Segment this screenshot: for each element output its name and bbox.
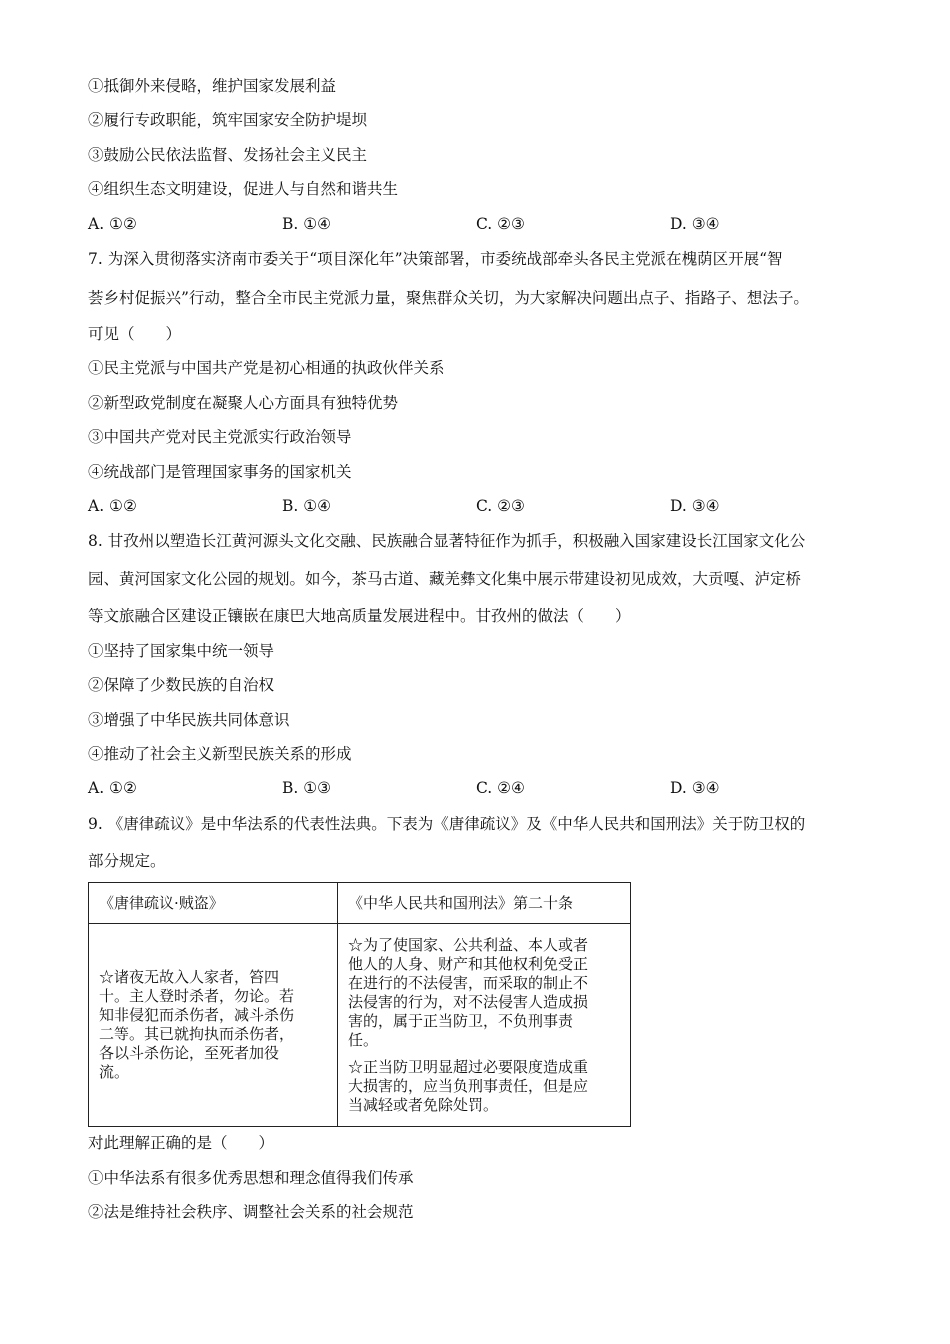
q8-options (88, 778, 848, 798)
q8-option-b[interactable]: B. ①③ (282, 779, 332, 797)
q6-option-d[interactable]: D. ③④ (670, 215, 720, 233)
q7-option-b[interactable]: B. ①④ (282, 497, 332, 515)
q8-item-2: ②保障了少数民族的自治权 (88, 676, 275, 694)
q8-stem-line-1: 8. 甘孜州以塑造长江黄河源头文化交融、民族融合显著特征作为抓手，积极融入国家建设长江国家文化公 (88, 532, 806, 550)
q7-option-c[interactable]: C. ②③ (476, 497, 525, 515)
q6-option-a[interactable]: A. ①② (88, 215, 137, 233)
q7-options (88, 496, 848, 516)
table-cell-criminal-law (338, 924, 631, 1127)
q7-item-2: ②新型政党制度在凝聚人心方面具有独特优势 (88, 394, 399, 412)
q9-item-2: ②法是维持社会秩序、调整社会关系的社会规范 (88, 1203, 414, 1221)
law-comparison-table (88, 882, 631, 1127)
q6-option-c[interactable]: C. ②③ (476, 215, 525, 233)
q8-option-d[interactable]: D. ③④ (670, 779, 720, 797)
q9-stem-line-2: 部分规定。 (88, 852, 166, 870)
q7-item-3: ③中国共产党对民主党派实行政治领导 (88, 428, 352, 446)
criminal-law-para-1: ☆为了使国家、公共利益、本人或者 他人的人身、财产和其他权利免受正 在进行的不法侵害，而采取的制止不 法侵害的行为，对不法侵害人造成损 害的，属于正当防卫，不负刑事责 任。 (348, 935, 589, 1049)
q9-item-1: ①中华法系有很多优秀思想和理念值得我们传承 (88, 1169, 414, 1187)
q6-option-b[interactable]: B. ①④ (282, 215, 332, 233)
q8-stem-line-3: 等文旅融合区建设正镶嵌在康巴大地高质量发展进程中。甘孜州的做法（ ） (88, 607, 631, 625)
q7-option-d[interactable]: D. ③④ (670, 497, 720, 515)
q7-item-4: ④统战部门是管理国家事务的国家机关 (88, 463, 352, 481)
q8-item-3: ③增强了中华民族共同体意识 (88, 711, 290, 729)
q8-item-1: ①坚持了国家集中统一领导 (88, 642, 275, 660)
q7-stem-line-1: 7. 为深入贯彻落实济南市委关于“项目深化年”决策部署，市委统战部牵头各民主党派在槐荫区开展“智 (88, 250, 783, 268)
q8-option-a[interactable]: A. ①② (88, 779, 137, 797)
table-header-criminal-law: 《中华人民共和国刑法》第二十条 (338, 883, 631, 924)
q8-item-4: ④推动了社会主义新型民族关系的形成 (88, 745, 352, 763)
tang-code-text: ☆诸夜无故入人家者，笞四 十。主人登时杀者，勿论。若 知非侵犯而杀伤者，减斗杀伤 二等。其已就拘执而杀伤者， 各以斗杀伤论，至死者加役 流。 (99, 968, 295, 1081)
q6-item-3: ③鼓励公民依法监督、发扬社会主义民主 (88, 146, 368, 164)
q7-item-1: ①民主党派与中国共产党是初心相通的执政伙伴关系 (88, 359, 445, 377)
q7-option-a[interactable]: A. ①② (88, 497, 137, 515)
q8-stem-line-2: 园、黄河国家文化公园的规划。如今，茶马古道、藏羌彝文化集中展示带建设初见成效，大贡嘎、泸定桥 (88, 570, 802, 588)
table-cell-tang-code (89, 924, 338, 1127)
q6-item-2: ②履行专政职能，筑牢国家安全防护堤坝 (88, 111, 368, 129)
q6-item-4: ④组织生态文明建设，促进人与自然和谐共生 (88, 180, 399, 198)
criminal-law-para-2: ☆正当防卫明显超过必要限度造成重 大损害的，应当负刑事责任，但是应 当减轻或者免除处罚。 (348, 1057, 589, 1114)
q7-stem-line-3: 可见（ ） (88, 325, 182, 343)
q6-options (88, 214, 848, 234)
q9-prompt: 对此理解正确的是（ ） (88, 1134, 275, 1152)
q9-stem-line-1: 9. 《唐律疏议》是中华法系的代表性法典。下表为《唐律疏议》及《中华人民共和国刑法》关于防卫权的 (88, 815, 806, 833)
table-header-tang-code: 《唐律疏议·贼盗》 (89, 883, 338, 924)
q8-option-c[interactable]: C. ②④ (476, 779, 525, 797)
q7-stem-line-2: 荟乡村促振兴”行动，整合全市民主党派力量，聚焦群众关切，为大家解决问题出点子、指路子、想法子。 (88, 289, 809, 307)
q6-item-1: ①抵御外来侵略，维护国家发展利益 (88, 77, 337, 95)
